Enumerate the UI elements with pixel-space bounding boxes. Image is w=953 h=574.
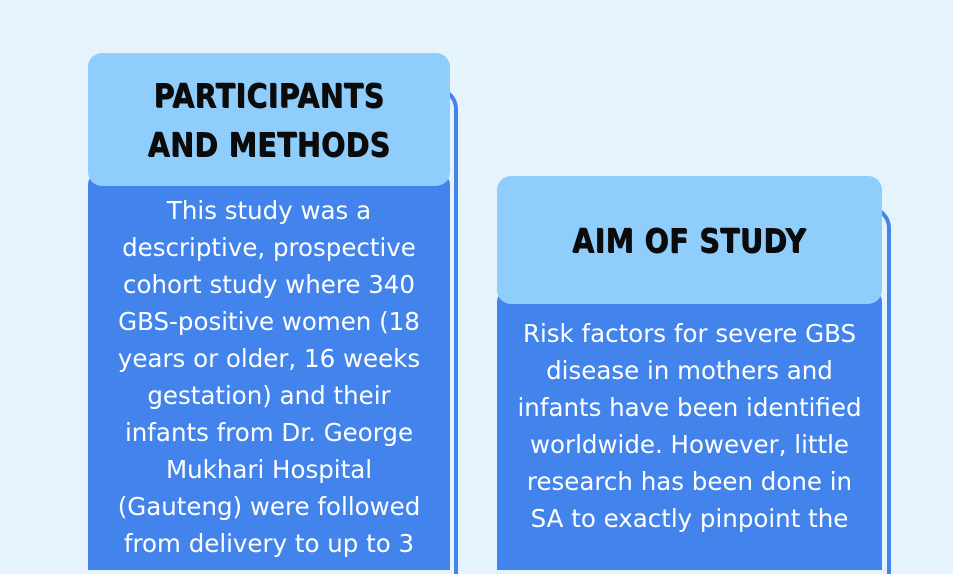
participants-methods-card [88, 53, 450, 570]
aim-card-text: Risk factors for severe GBS disease in mothers and infants have been identified worldwide. However, little research has been done in SA to exactly pinpoint the [517, 319, 862, 533]
participants-card-header [88, 53, 450, 186]
participants-card-body [88, 171, 450, 570]
aim-of-study-card [497, 176, 882, 570]
aim-card-body [497, 288, 882, 570]
aim-card-title: AIM OF STUDY [572, 220, 807, 260]
participants-card-text: This study was a descriptive, prospective cohort study where 340 GBS-positive women (18 years or older, 16 weeks gestation) and their infants from Dr. George Mukhari Hospital (Gauteng) were followed from delivery to up to 3 [117, 196, 421, 558]
aim-card-header [497, 176, 882, 304]
participants-card-title: PARTICIPANTS AND METHODS [147, 75, 391, 164]
